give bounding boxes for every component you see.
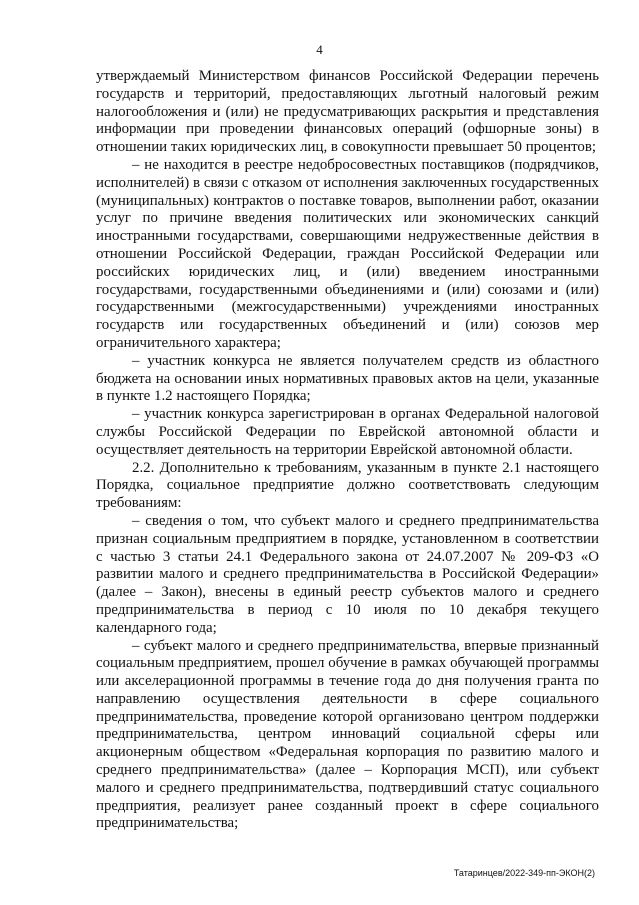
document-footer-code: Татаринцев/2022-349-пп-ЭКОН(2) bbox=[453, 868, 595, 878]
paragraph-registered-jao: – участник конкурса зарегистрирован в органах Федеральной налоговой службы Российской Федерации по Еврейской автономной области и осуществляет деятельность на территории Еврейской автономной области. bbox=[96, 406, 599, 458]
paragraph-unfair-suppliers: – не находится в реестре недобросовестных поставщиков (подрядчиков, исполнителей) в связи с отказом от исполнения заключенных государственных (муниципальных) контрактов о поставке товаров, выполнении работ, оказании услуг по причине введения политических или экономических санкций иностранными государствами, совершающими недружественные действия в отношении Российской Федерации, граждан Российской Федерации или российских юридических лиц, и (или) введением иностранными государствами, государственными объединениями и (или) союзами и (или) государственными (межгосударственными) учреждениями иностранных государств или государственных объединений и (или) союзов мер ограничительного характера; bbox=[96, 156, 599, 351]
paragraph-2-2: 2.2. Дополнительно к требованиям, указанным в пункте 2.1 настоящего Порядка, социальное предприятие должно соответствовать следующим требованиям: bbox=[96, 459, 599, 512]
paragraph-offshore-continuation: утверждаемый Министерством финансов Российской Федерации перечень государств и территорий, предоставляющих льготный налоговый режим налогообложения и (или) не предусматривающих раскрытия и представления информации при проведении финансовых операций (офшорные зоны) в отношении таких юридических лиц, в совокупности превышает 50 процентов; bbox=[96, 68, 599, 156]
paragraph-social-enterprise-registry: – сведения о том, что субъект малого и среднего предпринимательства признан социальным предприятием в порядке, установленном в соответствии с частью 3 статьи 24.1 Федерального закона от 24.07.2007 № 209-ФЗ «О развитии малого и среднего предпринимательства в Российской Федерации» (далее – Закон), внесены в единый реестр субъектов малого и среднего предпринимательства в период с 10 июля по 10 декабря текущего календарного года; bbox=[96, 512, 599, 636]
paragraph-not-budget-recipient: – участник конкурса не является получателем средств из областного бюджета на основании иных нормативных правовых актов на цели, указанные в пункте 1.2 настоящего Порядка; bbox=[96, 352, 599, 405]
page-number: 4 bbox=[316, 42, 323, 57]
document-body bbox=[96, 68, 599, 833]
paragraph-training: – субъект малого и среднего предпринимательства, впервые признанный социальным предприятием, прошел обучение в рамках обучающей программы или акселерационной программы в течение года до дня получения гранта по направлению осуществления деятельности в сфере социального предпринимательства, проведение которой организовано центром поддержки предпринимательства, центром инноваций социальной сферы или акционерным обществом «Федеральная корпорация по развитию малого и среднего предпринимательства» (далее – Корпорация МСП), или субъект малого и среднего предпринимательства, подтвердивший статус социального предприятия, реализует ранее созданный проект в сфере социального предпринимательства; bbox=[96, 637, 599, 832]
